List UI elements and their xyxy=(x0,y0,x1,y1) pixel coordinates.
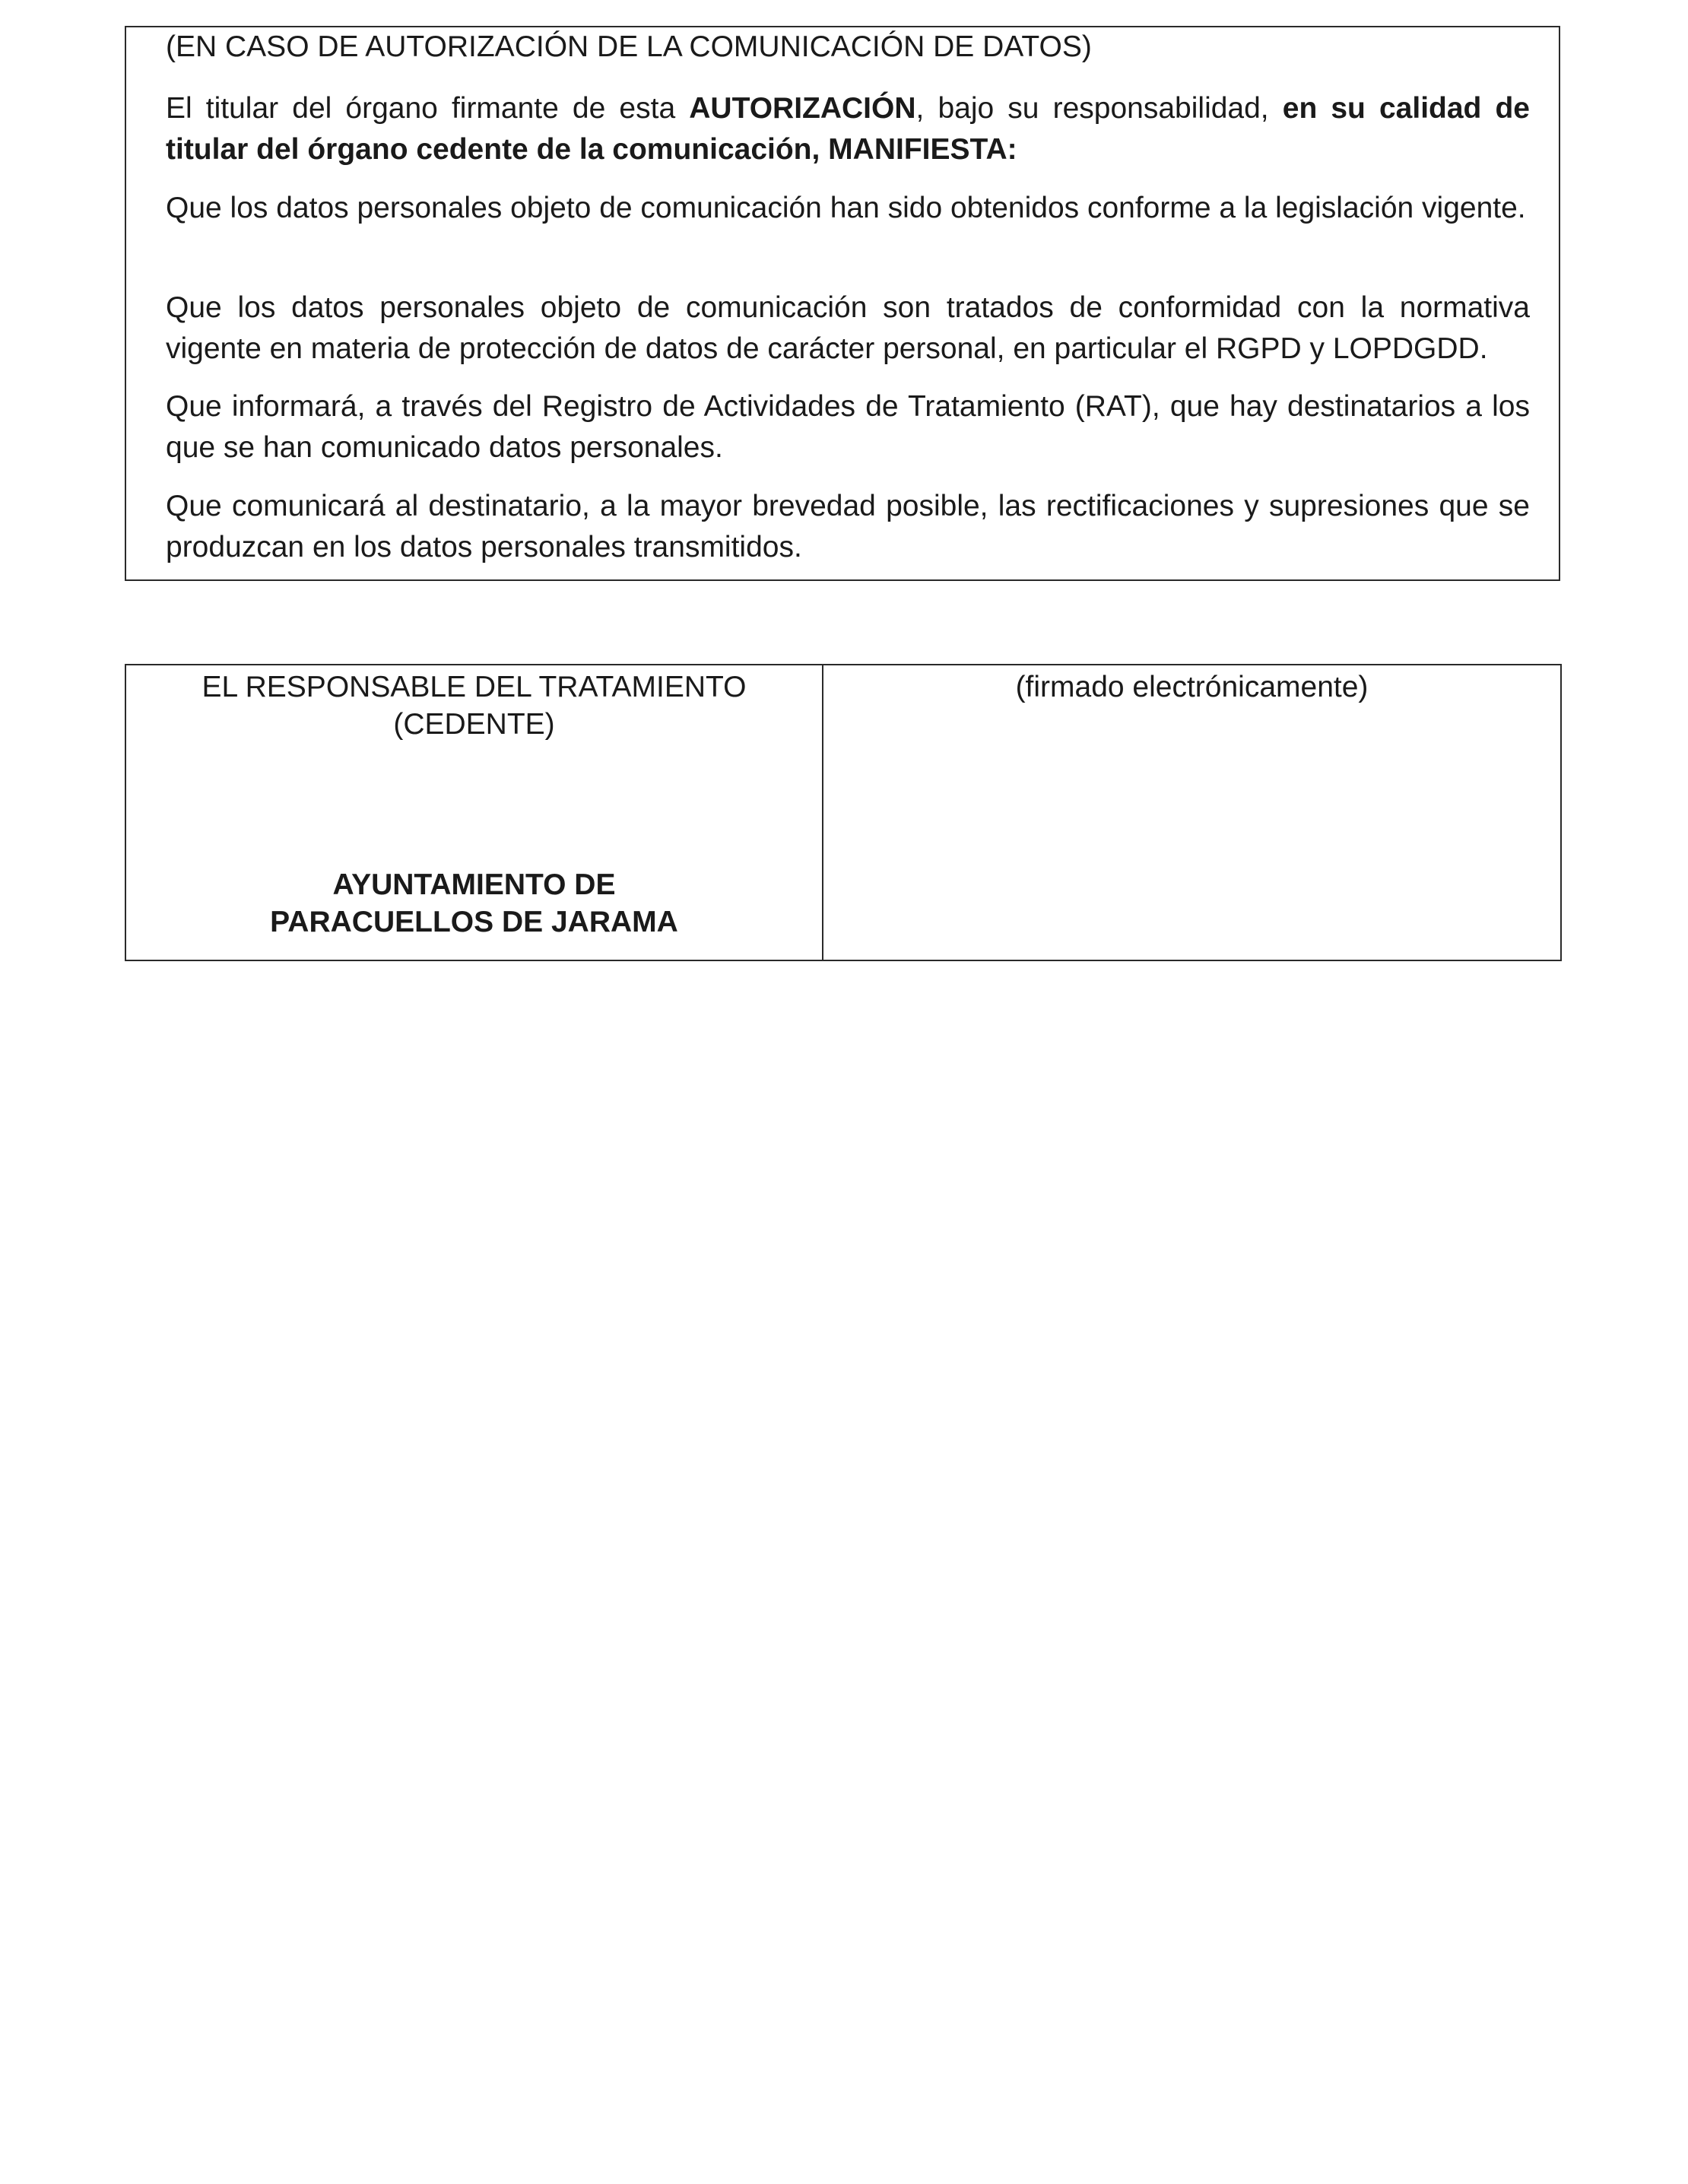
intro-bold-1: AUTORIZACIÓN xyxy=(689,92,916,125)
intro-bold-2: en su calidad de titular del órgano cedente de la comunicación, MANIFIESTA: xyxy=(166,92,1530,166)
role-line-2: (CEDENTE) xyxy=(393,708,555,741)
statement-paragraph: Que los datos personales objeto de comunicación han sido obtenidos conforme a la legislación vigente. xyxy=(166,192,1526,224)
intro-text-1: El titular del órgano firmante de esta xyxy=(166,92,690,125)
statement-paragraph: Que informará, a través del Registro de Actividades de Tratamiento (RAT), que hay destinatarios a los que se han comunicado datos personales. xyxy=(166,390,1530,464)
intro-paragraph xyxy=(166,88,1530,170)
organization-name xyxy=(126,866,822,941)
organization-line-1: AYUNTAMIENTO DE xyxy=(332,868,616,901)
signature-cell xyxy=(823,665,1560,960)
statement-paragraph: Que los datos personales objeto de comunicación son tratados de conformidad con la normativa vigente en materia de protección de datos de carácter personal, en particular el RGPD y LOPDGDD. xyxy=(166,291,1530,365)
authorization-box xyxy=(125,26,1560,581)
role-line-1: EL RESPONSABLE DEL TRATAMIENTO xyxy=(201,671,747,703)
responsible-cell xyxy=(126,665,822,960)
statement-paragraph: Que comunicará al destinatario, a la mayor brevedad posible, las rectificaciones y supresiones que se produzcan en los datos personales transmitidos. xyxy=(166,490,1530,563)
signature-table xyxy=(125,664,1562,961)
intro-text-2: , bajo su responsabilidad, xyxy=(915,92,1283,125)
signature-note: (firmado electrónicamente) xyxy=(1015,671,1369,703)
organization-line-2: PARACUELLOS DE JARAMA xyxy=(270,906,678,938)
authorization-heading: (EN CASO DE AUTORIZACIÓN DE LA COMUNICACIÓN DE DATOS) xyxy=(166,30,1092,63)
responsible-role xyxy=(126,668,822,743)
